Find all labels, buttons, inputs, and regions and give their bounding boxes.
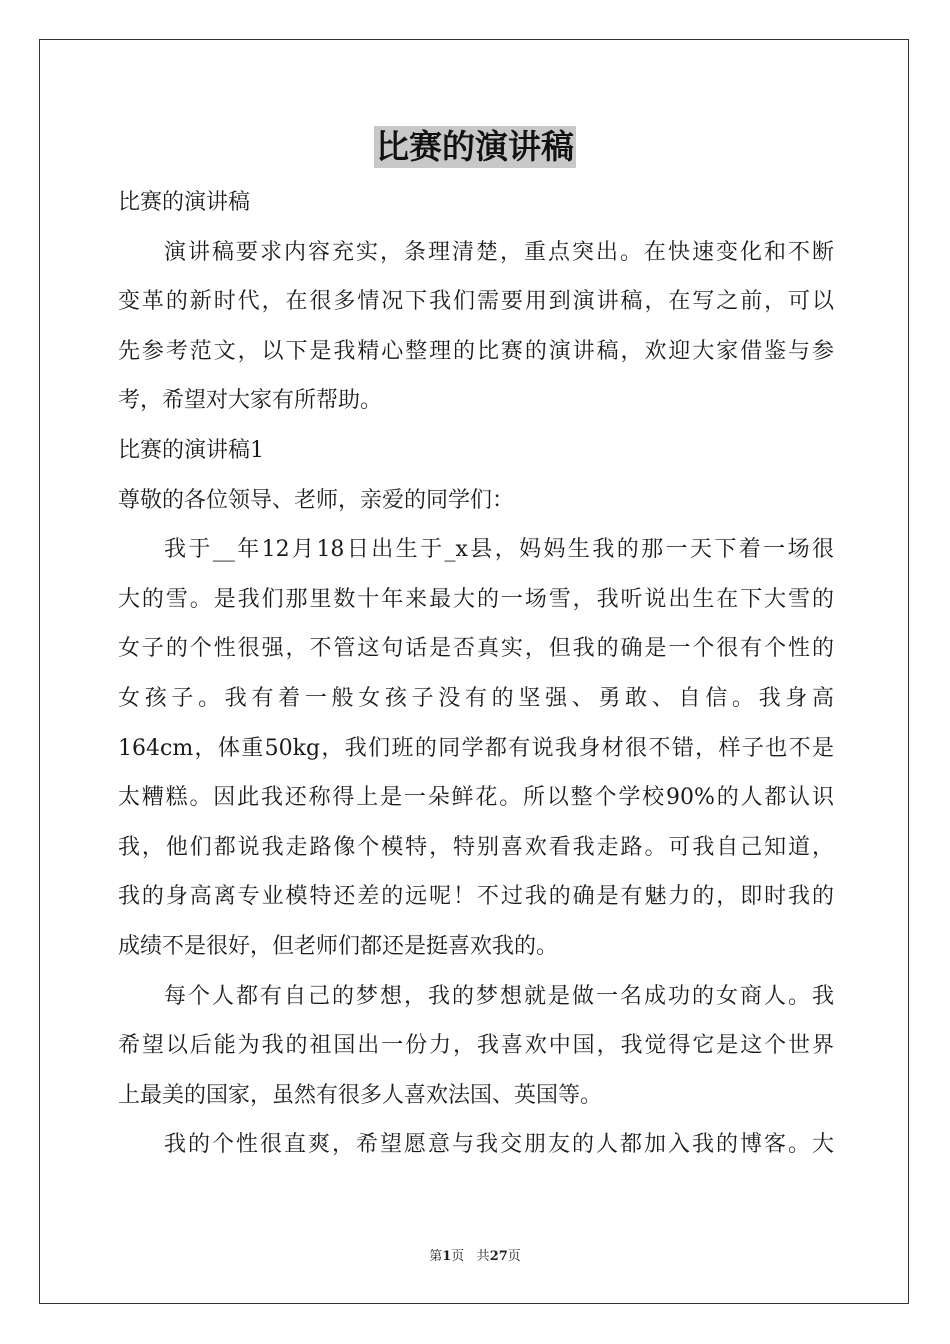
text-line: 大的雪。是我们那里数十年来最大的一场雪，我听说出生在下大雪的 [118, 586, 834, 612]
text-line: 每个人都有自己的梦想，我的梦想就是做一名成功的女商人。我 [164, 983, 834, 1009]
text-line: 我，他们都说我走路像个模特，特别喜欢看我走路。可我自己知道， [118, 834, 834, 860]
text-line: 164cm，体重50kg，我们班的同学都有说我身材很不错，样子也不是 [118, 735, 834, 761]
text-line: 演讲稿要求内容充实，条理清楚，重点突出。在快速变化和不断 [164, 239, 834, 265]
text-line: 我的身高离专业模特还差的远呢！不过我的确是有魅力的，即时我的 [118, 884, 834, 910]
total-suffix: 页 [507, 1249, 521, 1264]
page-total: 27 [489, 1249, 508, 1264]
text-line: 太糟糕。因此我还称得上是一朵鲜花。所以整个学校90%的人都认识 [118, 785, 834, 811]
text-line: 上最美的国家，虽然有很多人喜欢法国、英国等。 [118, 1082, 603, 1108]
document-body [118, 178, 834, 1170]
text-line: 希望以后能为我的祖国出一份力，我喜欢中国，我觉得它是这个世界 [118, 1033, 834, 1059]
text-line: 变革的新时代，在很多情况下我们需要用到演讲稿，在写之前，可以 [118, 289, 834, 315]
text-line: 女子的个性很强，不管这句话是否真实，但我的确是一个很有个性的 [118, 636, 834, 662]
text-line: 比赛的演讲稿1 [118, 437, 264, 463]
page-suffix: 页 [451, 1249, 465, 1264]
text-line: 我的个性很直爽，希望愿意与我交朋友的人都加入我的博客。大 [164, 1132, 834, 1158]
total-prefix: 共 [476, 1249, 490, 1264]
text-line: 女孩子。我有着一般女孩子没有的坚强、勇敢、自信。我身高 [118, 685, 834, 711]
text-line: 成绩不是很好，但老师们都还是挺喜欢我的。 [118, 933, 559, 959]
text-line: 先参考范文，以下是我精心整理的比赛的演讲稿，欢迎大家借鉴与参 [118, 338, 834, 364]
text-line: 我于__年12月18日出生于_x县，妈妈生我的那一天下着一场很 [164, 537, 834, 563]
text-line: 比赛的演讲稿 [118, 190, 251, 215]
title-container [0, 126, 950, 168]
text-line: 尊敬的各位领导、老师，亲爱的同学们： [118, 487, 515, 513]
page-current: 1 [442, 1249, 452, 1264]
page-prefix: 第 [429, 1249, 443, 1264]
page-footer [0, 1245, 950, 1264]
text-line: 考，希望对大家有所帮助。 [118, 388, 383, 414]
document-title: 比赛的演讲稿 [376, 127, 574, 166]
